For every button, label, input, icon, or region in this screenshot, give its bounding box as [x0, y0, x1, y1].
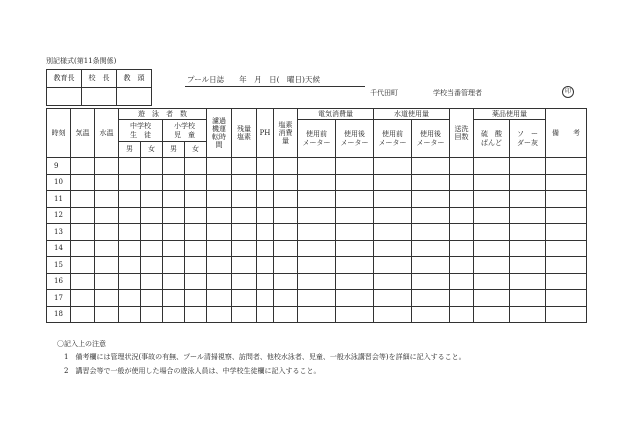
col-ph: PH: [257, 109, 274, 158]
table-cell[interactable]: [546, 273, 587, 290]
table-cell[interactable]: [185, 240, 207, 257]
table-cell[interactable]: [412, 306, 450, 323]
table-cell[interactable]: [141, 273, 163, 290]
table-cell[interactable]: [298, 207, 336, 224]
table-cell[interactable]: [71, 174, 95, 191]
table-cell[interactable]: [374, 191, 412, 208]
table-cell[interactable]: [510, 306, 546, 323]
table-cell[interactable]: [546, 174, 587, 191]
table-cell[interactable]: [298, 224, 336, 241]
approval-stamp-box[interactable]: [82, 88, 117, 106]
table-cell[interactable]: [71, 207, 95, 224]
approval-header-superintendent: 教育長: [47, 70, 82, 88]
table-cell[interactable]: [298, 240, 336, 257]
table-cell[interactable]: [257, 240, 274, 257]
col-elementary: 小学校 児 童: [163, 120, 207, 142]
approval-table: [46, 69, 152, 106]
table-cell[interactable]: [450, 207, 474, 224]
table-cell[interactable]: [474, 207, 510, 224]
table-cell[interactable]: [207, 257, 232, 274]
table-cell[interactable]: [257, 290, 274, 307]
table-cell[interactable]: [95, 191, 119, 208]
table-cell[interactable]: [232, 273, 257, 290]
table-cell[interactable]: [95, 257, 119, 274]
approval-stamp-box[interactable]: [117, 88, 152, 106]
table-cell[interactable]: [450, 240, 474, 257]
table-cell[interactable]: [336, 290, 374, 307]
table-cell[interactable]: [141, 240, 163, 257]
approval-header-vice-principal: 教 頭: [117, 70, 152, 88]
col-water-after: 使用後 メーター: [412, 120, 450, 158]
table-cell[interactable]: [257, 306, 274, 323]
table-cell[interactable]: [274, 207, 298, 224]
table-cell[interactable]: [412, 240, 450, 257]
table-cell[interactable]: [510, 224, 546, 241]
table-cell[interactable]: [119, 240, 141, 257]
table-cell[interactable]: [232, 158, 257, 175]
table-cell[interactable]: [185, 207, 207, 224]
table-cell[interactable]: [450, 224, 474, 241]
table-cell[interactable]: [450, 191, 474, 208]
table-cell[interactable]: [298, 306, 336, 323]
table-cell[interactable]: [95, 174, 119, 191]
table-cell[interactable]: [207, 306, 232, 323]
table-cell[interactable]: [163, 240, 185, 257]
table-cell[interactable]: [274, 158, 298, 175]
col-residual-chlorine: 残量 塩素: [232, 109, 257, 158]
table-cell[interactable]: [374, 290, 412, 307]
col-time: 時刻: [47, 109, 71, 158]
col-elec-after: 使用後 メーター: [336, 120, 374, 158]
row-time-label: 17: [47, 290, 71, 307]
col-remarks: 備 考: [546, 109, 587, 158]
table-cell[interactable]: [207, 273, 232, 290]
table-cell[interactable]: [185, 257, 207, 274]
table-row: [47, 191, 587, 208]
row-time-label: 16: [47, 273, 71, 290]
row-time-label: 10: [47, 174, 71, 191]
table-cell[interactable]: [95, 290, 119, 307]
col-elementary-female: 女: [185, 142, 207, 158]
table-cell[interactable]: [474, 290, 510, 307]
table-cell[interactable]: [71, 158, 95, 175]
table-cell[interactable]: [141, 158, 163, 175]
table-cell[interactable]: [119, 174, 141, 191]
table-cell[interactable]: [336, 240, 374, 257]
table-cell[interactable]: [232, 224, 257, 241]
table-cell[interactable]: [185, 290, 207, 307]
table-cell[interactable]: [232, 240, 257, 257]
table-cell[interactable]: [257, 174, 274, 191]
table-body: [47, 158, 587, 323]
form-label: 別記様式(第11条関係): [46, 57, 117, 65]
table-cell[interactable]: [546, 207, 587, 224]
table-cell[interactable]: [374, 257, 412, 274]
table-cell[interactable]: [450, 257, 474, 274]
table-cell[interactable]: [474, 158, 510, 175]
table-cell[interactable]: [546, 306, 587, 323]
table-cell[interactable]: [185, 158, 207, 175]
table-cell[interactable]: [141, 224, 163, 241]
table-cell[interactable]: [412, 191, 450, 208]
table-cell[interactable]: [207, 224, 232, 241]
table-cell[interactable]: [374, 273, 412, 290]
table-row: [47, 273, 587, 290]
table-cell[interactable]: [298, 191, 336, 208]
table-cell[interactable]: [374, 158, 412, 175]
table-cell[interactable]: [257, 191, 274, 208]
table-cell[interactable]: [412, 257, 450, 274]
table-cell[interactable]: [298, 290, 336, 307]
table-cell[interactable]: [71, 240, 95, 257]
table-cell[interactable]: [474, 240, 510, 257]
row-time-label: 15: [47, 257, 71, 274]
table-cell[interactable]: [71, 273, 95, 290]
table-cell[interactable]: [71, 224, 95, 241]
table-cell[interactable]: [546, 290, 587, 307]
table-row: [47, 207, 587, 224]
table-cell[interactable]: [141, 306, 163, 323]
table-cell[interactable]: [474, 191, 510, 208]
col-junior-female: 女: [141, 142, 163, 158]
table-cell[interactable]: [257, 207, 274, 224]
table-cell[interactable]: [185, 273, 207, 290]
table-cell[interactable]: [510, 290, 546, 307]
table-row: [47, 174, 587, 191]
table-cell[interactable]: [185, 191, 207, 208]
table-cell[interactable]: [298, 257, 336, 274]
table-cell[interactable]: [232, 207, 257, 224]
table-cell[interactable]: [119, 224, 141, 241]
table-cell[interactable]: [163, 207, 185, 224]
table-cell[interactable]: [274, 273, 298, 290]
table-cell[interactable]: [71, 290, 95, 307]
table-cell[interactable]: [336, 257, 374, 274]
col-water-temp: 水温: [95, 109, 119, 158]
table-cell[interactable]: [207, 158, 232, 175]
table-cell[interactable]: [257, 273, 274, 290]
table-cell[interactable]: [207, 191, 232, 208]
table-cell[interactable]: [274, 174, 298, 191]
table-cell[interactable]: [474, 273, 510, 290]
table-cell[interactable]: [257, 224, 274, 241]
table-row: [47, 240, 587, 257]
table-cell[interactable]: [163, 273, 185, 290]
table-cell[interactable]: [232, 191, 257, 208]
table-cell[interactable]: [336, 207, 374, 224]
table-cell[interactable]: [232, 174, 257, 191]
table-cell[interactable]: [546, 158, 587, 175]
row-time-label: 11: [47, 191, 71, 208]
table-cell[interactable]: [119, 191, 141, 208]
table-cell[interactable]: [412, 207, 450, 224]
table-cell[interactable]: [141, 174, 163, 191]
table-cell[interactable]: [474, 306, 510, 323]
table-cell[interactable]: [163, 306, 185, 323]
table-cell[interactable]: [298, 174, 336, 191]
table-cell[interactable]: [412, 158, 450, 175]
table-cell[interactable]: [207, 174, 232, 191]
table-cell[interactable]: [119, 158, 141, 175]
row-time-label: 12: [47, 207, 71, 224]
table-cell[interactable]: [510, 158, 546, 175]
pool-log-table: [46, 108, 587, 323]
table-cell[interactable]: [207, 207, 232, 224]
table-cell[interactable]: [374, 207, 412, 224]
table-cell[interactable]: [546, 257, 587, 274]
table-cell[interactable]: [510, 174, 546, 191]
table-row: [47, 224, 587, 241]
table-cell[interactable]: [119, 306, 141, 323]
table-cell[interactable]: [207, 240, 232, 257]
table-cell[interactable]: [141, 257, 163, 274]
table-cell[interactable]: [274, 306, 298, 323]
table-cell[interactable]: [163, 290, 185, 307]
diary-title: プール日誌 年 月 日( 曜日)天候: [187, 75, 320, 84]
table-cell[interactable]: [119, 257, 141, 274]
table-cell[interactable]: [119, 290, 141, 307]
table-cell[interactable]: [474, 224, 510, 241]
table-cell[interactable]: [71, 306, 95, 323]
table-cell[interactable]: [336, 224, 374, 241]
table-cell[interactable]: [185, 306, 207, 323]
row-time-label: 9: [47, 158, 71, 175]
table-cell[interactable]: [95, 273, 119, 290]
table-cell[interactable]: [546, 224, 587, 241]
table-cell[interactable]: [95, 224, 119, 241]
table-cell[interactable]: [274, 240, 298, 257]
table-cell[interactable]: [450, 158, 474, 175]
table-cell[interactable]: [257, 158, 274, 175]
col-electricity: 電気消費量: [298, 109, 374, 120]
col-junior-high: 中学校 生 徒: [119, 120, 163, 142]
table-cell[interactable]: [141, 207, 163, 224]
table-cell[interactable]: [374, 306, 412, 323]
col-soda-ash: ソ ー ダー灰: [510, 120, 546, 158]
table-cell[interactable]: [510, 273, 546, 290]
table-cell[interactable]: [163, 174, 185, 191]
table-cell[interactable]: [141, 290, 163, 307]
seal-mark: 印: [562, 86, 574, 98]
col-air-temp: 気温: [71, 109, 95, 158]
notes-heading: 〇記入上の注意: [57, 340, 106, 348]
table-cell[interactable]: [141, 191, 163, 208]
table-cell[interactable]: [185, 174, 207, 191]
table-cell[interactable]: [185, 224, 207, 241]
table-cell[interactable]: [412, 224, 450, 241]
table-cell[interactable]: [474, 174, 510, 191]
table-cell[interactable]: [71, 191, 95, 208]
school-label: 千代田町: [370, 89, 398, 97]
table-cell[interactable]: [274, 191, 298, 208]
table-cell[interactable]: [510, 257, 546, 274]
note-item-1: 1 備考欄には管理状況(事故の有無、プール清掃視察、訪問者、他校水泳者、児童、一般水泳講習会等)を詳細に記入すること。: [64, 353, 466, 361]
table-cell[interactable]: [336, 174, 374, 191]
table-row: [47, 257, 587, 274]
table-cell[interactable]: [274, 257, 298, 274]
table-cell[interactable]: [510, 191, 546, 208]
table-cell[interactable]: [374, 174, 412, 191]
col-elec-before: 使用前 メーター: [298, 120, 336, 158]
table-cell[interactable]: [450, 306, 474, 323]
table-cell[interactable]: [336, 191, 374, 208]
table-cell[interactable]: [232, 257, 257, 274]
table-cell[interactable]: [546, 240, 587, 257]
table-cell[interactable]: [257, 257, 274, 274]
table-cell[interactable]: [207, 290, 232, 307]
table-cell[interactable]: [232, 290, 257, 307]
table-cell[interactable]: [412, 174, 450, 191]
table-cell[interactable]: [71, 257, 95, 274]
manager-label: 学校当番管理者: [433, 89, 482, 97]
table-cell[interactable]: [95, 240, 119, 257]
table-cell[interactable]: [163, 158, 185, 175]
table-cell[interactable]: [450, 290, 474, 307]
table-row: [47, 158, 587, 175]
table-cell[interactable]: [163, 257, 185, 274]
row-time-label: 13: [47, 224, 71, 241]
col-sulfate: 硫 酸 ばんど: [474, 120, 510, 158]
table-cell[interactable]: [95, 306, 119, 323]
note-item-2: 2 講習会等で一般が使用した場合の遊泳人員は、中学校生徒欄に記入すること。: [64, 367, 321, 375]
row-time-label: 18: [47, 306, 71, 323]
table-cell[interactable]: [510, 240, 546, 257]
table-cell[interactable]: [95, 158, 119, 175]
col-backwash: 送洗 回数: [450, 109, 474, 158]
table-cell[interactable]: [119, 207, 141, 224]
row-time-label: 14: [47, 240, 71, 257]
col-junior-male: 男: [119, 142, 141, 158]
table-cell[interactable]: [474, 257, 510, 274]
table-cell[interactable]: [336, 306, 374, 323]
table-cell[interactable]: [163, 224, 185, 241]
col-chemicals: 薬品使用量: [474, 109, 546, 120]
table-cell[interactable]: [163, 191, 185, 208]
table-cell[interactable]: [298, 158, 336, 175]
table-cell[interactable]: [450, 174, 474, 191]
table-cell[interactable]: [95, 207, 119, 224]
title-underline: [185, 86, 365, 87]
col-water-usage: 水道使用量: [374, 109, 450, 120]
table-cell[interactable]: [274, 224, 298, 241]
table-cell[interactable]: [450, 273, 474, 290]
approval-stamp-box[interactable]: [47, 88, 82, 106]
table-cell[interactable]: [412, 290, 450, 307]
table-cell[interactable]: [374, 240, 412, 257]
table-cell[interactable]: [274, 290, 298, 307]
table-cell[interactable]: [298, 273, 336, 290]
table-cell[interactable]: [232, 306, 257, 323]
table-row: [47, 306, 587, 323]
col-elementary-male: 男: [163, 142, 185, 158]
table-cell[interactable]: [374, 224, 412, 241]
table-row: [47, 290, 587, 307]
table-cell[interactable]: [336, 158, 374, 175]
table-cell[interactable]: [412, 273, 450, 290]
col-circulation: 濾過 機運 転時 間: [207, 109, 232, 158]
col-water-before: 使用前 メーター: [374, 120, 412, 158]
table-cell[interactable]: [510, 207, 546, 224]
approval-header-principal: 校 長: [82, 70, 117, 88]
table-cell[interactable]: [546, 191, 587, 208]
col-swimmers: 遊 泳 者 数: [119, 109, 207, 120]
table-cell[interactable]: [119, 273, 141, 290]
table-cell[interactable]: [336, 273, 374, 290]
col-chlorine-usage: 塩素 消費 量: [274, 109, 298, 158]
